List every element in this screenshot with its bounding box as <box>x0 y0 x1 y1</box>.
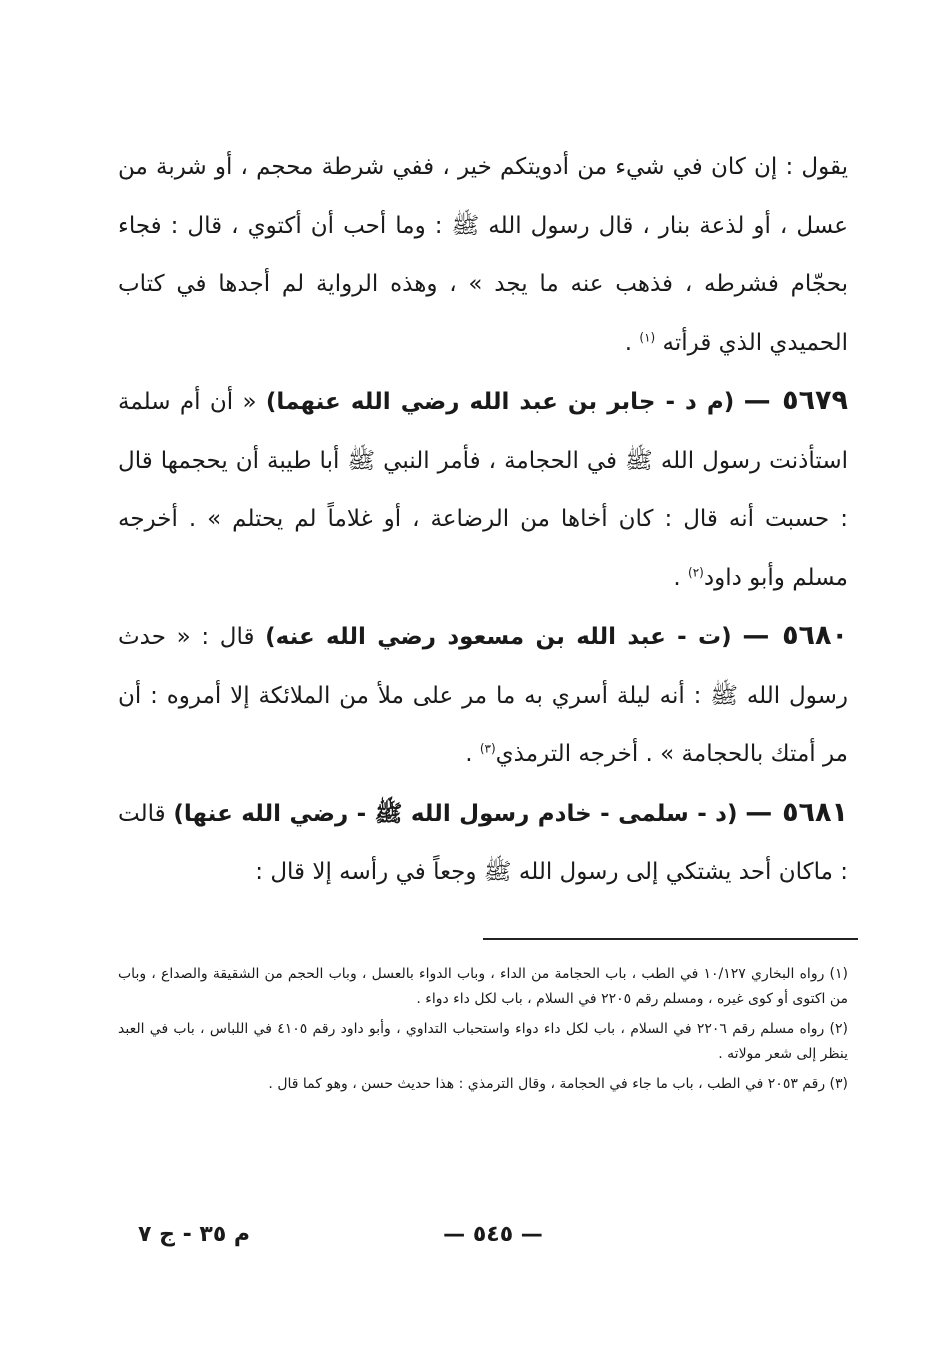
intro-line-1: يقول : إن كان في شيء من أدويتكم خير ، ففي شرطة محجم ، أو شربة من عسل ، <box>118 154 849 239</box>
footnote-3: (٣) رقم ٢٠٥٣ في الطب ، باب ما جاء في الحجامة ، وقال الترمذي : هذا حديث حسن ، وهو كما قال . <box>268 1076 848 1092</box>
hadith-source: (م د - جابر بن عبد الله رضي الله عنهما) <box>265 389 735 415</box>
hadith-text: قال : « حدث رسول الله ﷺ : أنه ليلة أسري به ما مر على ملأ من الملائكة إلا أمروه : أن مر أمتك بالحجامة » . أخرجه الترمذي <box>118 624 848 767</box>
footnote-ref-1: (١) <box>639 329 656 344</box>
footnote-ref-2: (٢) <box>688 564 704 579</box>
intro-line-4: الحميدي الذي قرأته <box>662 329 848 356</box>
main-text <box>118 138 848 902</box>
hadith-5679 <box>118 372 848 607</box>
footnote-2: (٢) رواه مسلم رقم ٢٢٠٦ في السلام ، باب لكل داء دواء واستحباب التداوي ، وأبو داود رقم ٤١٠٥ في اللباس ، باب في العبد ينظر إلى شعر مولاته . <box>118 1021 848 1062</box>
hadith-source: (ت - عبد الله بن مسعود رضي الله عنه) <box>265 624 732 650</box>
page-footer <box>118 1222 848 1262</box>
intro-line-3: بحجّام فشرطه ، فذهب عنه ما يجد » ، وهذه الرواية لم أجدها في كتاب <box>118 271 848 297</box>
hadith-end: . <box>673 564 689 591</box>
footnote-divider <box>483 938 858 940</box>
hadith-end: . <box>465 741 480 767</box>
intro-line-2: أو لذعة بنار ، قال رسول الله ﷺ : وما أحب أن أكتوي ، قال : فجاء <box>118 212 771 239</box>
hadith-text: قالت : ماكان أحد يشتكي إلى رسول الله ﷺ وجعاً في رأسه إلا قال : <box>118 800 848 885</box>
footnote-ref-3: (٣) <box>479 741 496 756</box>
volume-mark: م ٣٥ - ج ٧ <box>138 1222 251 1247</box>
hadith-5680 <box>118 607 848 784</box>
hadith-text: « أن أم سلمة استأذنت رسول الله ﷺ في الحجامة ، فأمر النبي ﷺ أبا طيبة أن يحجمها قال : حسبت أنه قال : كان أخاها من الرضاعة ، أو غلاماً لم يحتلم » . أخرجه مسلم وأبو داود <box>118 389 848 591</box>
hadith-5681 <box>118 784 848 902</box>
footnote-1: (١) رواه البخاري ١٠/١٢٧ في الطب ، باب الحجامة من الداء ، وباب الدواء بالعسل ، وباب الحجم من الشقيقة والصداع ، وباب من اكتوى أو كوى غيره ، ومسلم رقم ٢٢٠٥ في السلام ، باب لكل داء دواء . <box>118 966 848 1007</box>
hadith-number: ٥٦٨٠ — <box>742 620 848 651</box>
hadith-number: ٥٦٨١ — <box>745 796 848 828</box>
intro-end: . <box>624 329 640 356</box>
intro-paragraph <box>118 138 848 372</box>
footnotes <box>118 962 848 1103</box>
page-number: — ٥٤٥ — <box>443 1222 543 1247</box>
hadith-source: (د - سلمى - خادم رسول الله ﷺ - رضي الله عنها) <box>173 800 738 827</box>
hadith-number: ٥٦٧٩ — <box>743 385 849 416</box>
